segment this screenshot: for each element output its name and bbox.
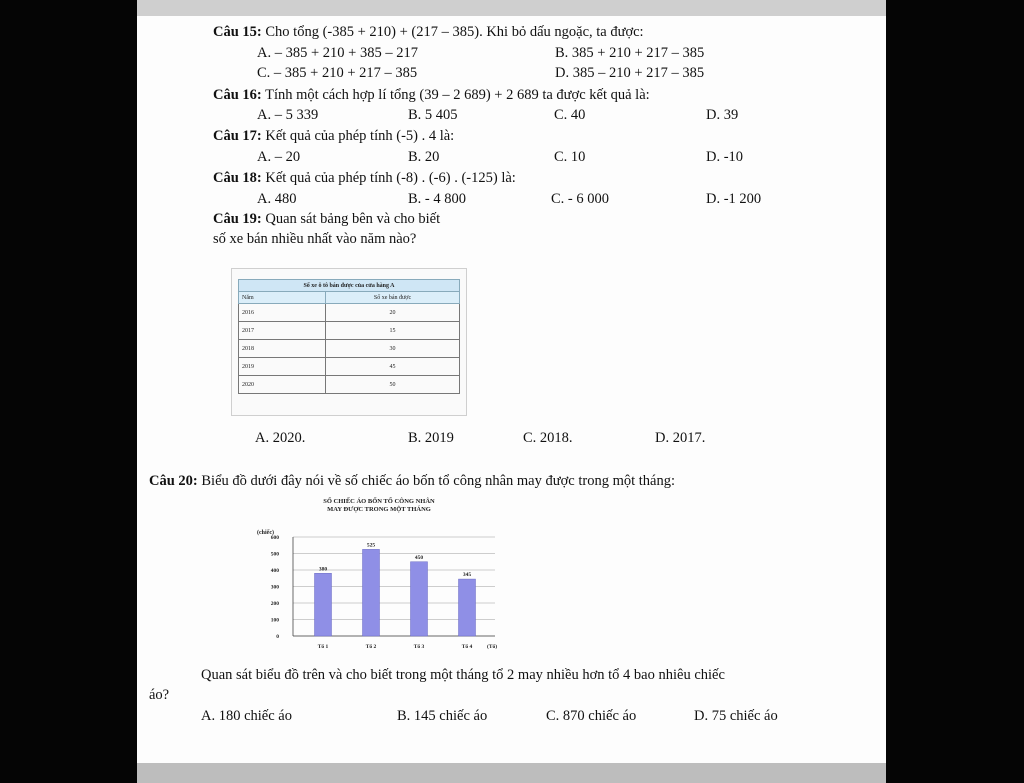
- q20-follow-line2: áo?: [149, 687, 170, 703]
- q20-option-d: D. 75 chiếc áo: [694, 708, 778, 724]
- q17-option-c: C. 10: [554, 149, 586, 165]
- table-cell-count: 30: [326, 340, 460, 358]
- sales-table: [238, 279, 460, 394]
- q17-text: Kết quả của phép tính (-5) . 4 là:: [265, 128, 455, 144]
- table-header-row: [239, 292, 460, 304]
- y-tick-label: 600: [270, 535, 279, 541]
- q16-option-b: B. 5 405: [408, 107, 458, 123]
- q18-option-d: D. -1 200: [706, 191, 762, 207]
- bottom-scroll-bar: [137, 763, 886, 783]
- q17-option-d: D. -10: [706, 149, 744, 165]
- q17-option-b: B. 20: [408, 149, 440, 165]
- table-cell-year: 2020: [239, 376, 326, 394]
- table-cell-count: 50: [326, 376, 460, 394]
- q19-option-d: D. 2017.: [655, 430, 706, 446]
- q19-stem-line2: số xe bán nhiều nhất vào năm nào?: [213, 231, 417, 247]
- q16-text: Tính một cách hợp lí tổng (39 – 2 689) + 2 689 ta được kết quả là:: [265, 87, 650, 103]
- q15-stem: [213, 23, 644, 41]
- q19-stem-line1: [213, 210, 440, 228]
- q19-option-b: B. 2019: [408, 430, 454, 446]
- x-tick-label: Tổ 1: [317, 644, 329, 650]
- chart-title-line1: SỐ CHIẾC ÁO BỐN TỔ CÔNG NHÂN: [323, 498, 435, 505]
- y-tick-label: 200: [270, 601, 279, 607]
- q18-label: Câu 18:: [213, 170, 262, 186]
- data-label: 525: [366, 542, 376, 549]
- data-label: 380: [318, 566, 328, 573]
- q20-stem: [149, 472, 675, 490]
- document-page[interactable]: [137, 0, 886, 783]
- chart-title: [279, 498, 479, 514]
- table-row: [239, 304, 460, 322]
- chart-title-line2: MAY ĐƯỢC TRONG MỘT THÁNG: [327, 506, 431, 513]
- y-tick-label: 100: [270, 617, 279, 624]
- table-row: [239, 322, 460, 340]
- data-label: 450: [414, 554, 424, 561]
- table-cell-year: 2016: [239, 304, 326, 322]
- table-caption: Số xe ô tô bán được của cửa hàng A: [239, 280, 460, 292]
- table-cell-year: 2018: [239, 340, 326, 358]
- q18-option-c: C. - 6 000: [551, 191, 609, 207]
- left-dark-margin: [0, 0, 137, 783]
- bar: [411, 562, 428, 636]
- q15-option-d: D. 385 – 210 + 217 – 385: [555, 65, 705, 81]
- q18-stem: [213, 169, 516, 187]
- q17-stem: [213, 127, 454, 145]
- table-cell-count: 45: [326, 358, 460, 376]
- q20-text: Biểu đồ dưới đây nói về số chiếc áo bốn tổ công nhân may được trong một tháng:: [201, 473, 675, 489]
- y-tick-label: 300: [270, 584, 279, 591]
- bar-chart: [255, 525, 631, 663]
- table-caption-row: [239, 280, 460, 292]
- data-label: 345: [462, 572, 472, 579]
- table-cell-year: 2019: [239, 358, 326, 376]
- y-tick-label: 0: [276, 634, 279, 640]
- right-dark-margin: [886, 0, 1024, 783]
- q16-option-d: D. 39: [706, 107, 739, 123]
- q15-text: Cho tổng (-385 + 210) + (217 – 385). Khi bỏ dấu ngoặc, ta được:: [265, 24, 644, 40]
- q19-option-c: C. 2018.: [523, 430, 573, 446]
- q16-option-c: C. 40: [554, 107, 586, 123]
- q20-option-c: C. 870 chiếc áo: [546, 708, 637, 724]
- table-header-count: Số xe bán được: [326, 292, 460, 304]
- q19-option-a: A. 2020.: [255, 430, 306, 446]
- bar: [459, 579, 476, 636]
- q19-label: Câu 19:: [213, 211, 262, 227]
- q16-stem: [213, 86, 650, 104]
- top-scroll-bar: [137, 0, 886, 16]
- y-tick-label: 500: [270, 551, 279, 558]
- q15-label: Câu 15:: [213, 24, 262, 40]
- x-tick-label: Tổ 3: [413, 644, 425, 650]
- q19-table-image: [231, 268, 467, 416]
- y-axis-label: (chiếc): [257, 530, 274, 536]
- bar: [315, 573, 332, 636]
- q18-text: Kết quả của phép tính (-8) . (-6) . (-125) là:: [265, 170, 516, 186]
- q20-label: Câu 20:: [149, 473, 198, 489]
- q20-follow-line1: Quan sát biểu đồ trên và cho biết trong một tháng tổ 2 may nhiều hơn tổ 4 bao nhiêu chiếc: [201, 667, 725, 683]
- q16-option-a: A. – 5 339: [257, 107, 319, 123]
- q19-text1: Quan sát bảng bên và cho biết: [265, 211, 441, 227]
- q15-option-a: A. – 385 + 210 + 385 – 217: [257, 45, 418, 61]
- q15-option-b: B. 385 + 210 + 217 – 385: [555, 45, 705, 61]
- table-cell-count: 15: [326, 322, 460, 340]
- table-row: [239, 376, 460, 394]
- q18-option-b: B. - 4 800: [408, 191, 466, 207]
- q15-option-c: C. – 385 + 210 + 217 – 385: [257, 65, 418, 81]
- q16-label: Câu 16:: [213, 87, 262, 103]
- q20-option-b: B. 145 chiếc áo: [397, 708, 488, 724]
- table-cell-year: 2017: [239, 322, 326, 340]
- q17-option-a: A. – 20: [257, 149, 301, 165]
- table-row: [239, 340, 460, 358]
- x-axis-label: (Tổ): [487, 644, 498, 650]
- y-tick-label: 400: [270, 568, 279, 574]
- x-tick-label: Tổ 4: [461, 644, 473, 650]
- q18-option-a: A. 480: [257, 191, 297, 207]
- bar: [363, 549, 380, 636]
- q20-option-a: A. 180 chiếc áo: [201, 708, 292, 724]
- table-cell-count: 20: [326, 304, 460, 322]
- table-row: [239, 358, 460, 376]
- table-header-year: Năm: [239, 292, 326, 304]
- x-tick-label: Tổ 2: [365, 644, 377, 650]
- q17-label: Câu 17:: [213, 128, 262, 144]
